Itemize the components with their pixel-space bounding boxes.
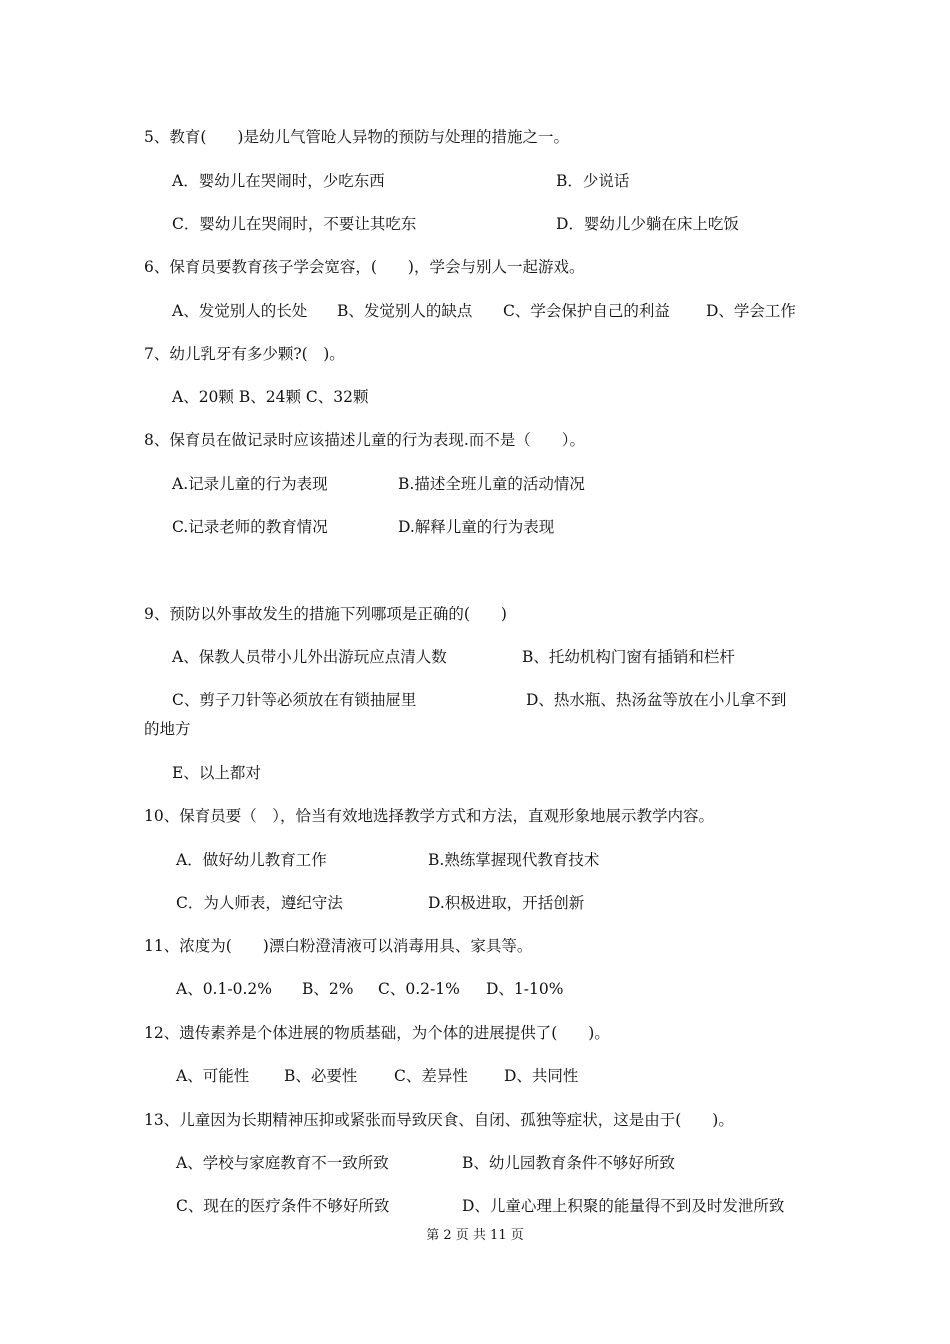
- question-8-option-b: B.描述全班儿童的活动情况: [398, 475, 585, 493]
- question-9-option-d: D、热水瓶、热汤盆等放在小儿拿不到: [526, 691, 787, 709]
- question-12-option-d: D、共同性: [504, 1067, 579, 1085]
- question-5-option-b: B．少说话: [556, 172, 630, 190]
- question-10-option-b: B.熟练掌握现代教育技术: [428, 851, 600, 869]
- question-13-option-b: B、幼儿园教育条件不够好所致: [462, 1154, 675, 1172]
- question-9-option-e: E、以上都对: [172, 764, 261, 782]
- question-12-option-b: B、必要性: [284, 1067, 358, 1085]
- question-7-options: A、20颗 B、24颗 C、32颗: [172, 388, 369, 406]
- question-6-option-a: A、发觉别人的长处: [172, 302, 308, 320]
- question-11-option-b: B、2%: [302, 980, 354, 998]
- question-8-stem: 8、保育员在做记录时应该描述儿童的行为表现.而不是（ ）。: [144, 431, 586, 449]
- question-8-option-a: A.记录儿童的行为表现: [172, 475, 328, 493]
- question-11-option-d: D、1-10%: [486, 980, 564, 998]
- question-9-stem: 9、预防以外事故发生的措施下列哪项是正确的( ): [144, 605, 507, 623]
- question-5-stem: 5、教育( )是幼儿气管呛人异物的预防与处理的措施之一。: [144, 128, 569, 146]
- question-5-option-d: D．婴幼儿少躺在床上吃饭: [556, 215, 739, 233]
- question-8-option-c: C.记录老师的教育情况: [172, 518, 328, 536]
- question-12-stem: 12、遗传素养是个体进展的物质基础，为个体的进展提供了( )。: [144, 1024, 610, 1042]
- question-10-stem: 10、保育员要（ ），恰当有效地选择教学方式和方法，直观形象地展示教学内容。: [144, 807, 714, 825]
- question-9-option-b: B、托幼机构门窗有插销和栏杆: [522, 648, 735, 666]
- question-11-option-c: C、0.2-1%: [378, 980, 460, 998]
- question-5-option-c: C．婴幼儿在哭闹时，不要让其吃东: [172, 215, 417, 233]
- question-6-stem: 6、保育员要教育孩子学会宽容，( )，学会与别人一起游戏。: [144, 258, 585, 276]
- page-number-footer: 第 2 页 共 11 页: [426, 1228, 524, 1243]
- question-13-stem: 13、儿童因为长期精神压抑或紧张而导致厌食、自闭、孤独等症状，这是由于( )。: [144, 1111, 734, 1129]
- question-11-stem: 11、浓度为( )漂白粉澄清液可以消毒用具、家具等。: [144, 937, 533, 955]
- question-6-option-c: C、学会保护自己的利益: [503, 302, 670, 320]
- question-12-option-c: C、差异性: [394, 1067, 468, 1085]
- question-7-stem: 7、幼儿乳牙有多少颗?( )。: [144, 345, 345, 363]
- question-13-option-c: C、现在的医疗条件不够好所致: [176, 1197, 390, 1215]
- question-11-option-a: A、0.1-0.2%: [176, 980, 272, 998]
- question-9-option-c: C、剪子刀针等必须放在有锁抽屉里: [172, 691, 417, 709]
- question-10-option-d: D.积极进取，开括创新: [428, 894, 585, 912]
- question-6-option-d: D、学会工作: [706, 302, 796, 320]
- question-13-option-a: A、学校与家庭教育不一致所致: [176, 1154, 389, 1172]
- question-8-option-d: D.解释儿童的行为表现: [398, 518, 555, 536]
- question-12-option-a: A、可能性: [176, 1067, 250, 1085]
- question-9-option-d-continued: 的地方: [144, 720, 191, 738]
- question-5-option-a: A．婴幼儿在哭闹时，少吃东西: [172, 172, 385, 190]
- question-13-option-d: D、儿童心理上积聚的能量得不到及时发泄所致: [462, 1197, 785, 1215]
- question-6-option-b: B、发觉别人的缺点: [337, 302, 473, 320]
- question-10-option-a: A．做好幼儿教育工作: [176, 851, 327, 869]
- question-9-option-a: A、保教人员带小儿外出游玩应点清人数: [172, 648, 447, 666]
- question-10-option-c: C．为人师表，遵纪守法: [176, 894, 343, 912]
